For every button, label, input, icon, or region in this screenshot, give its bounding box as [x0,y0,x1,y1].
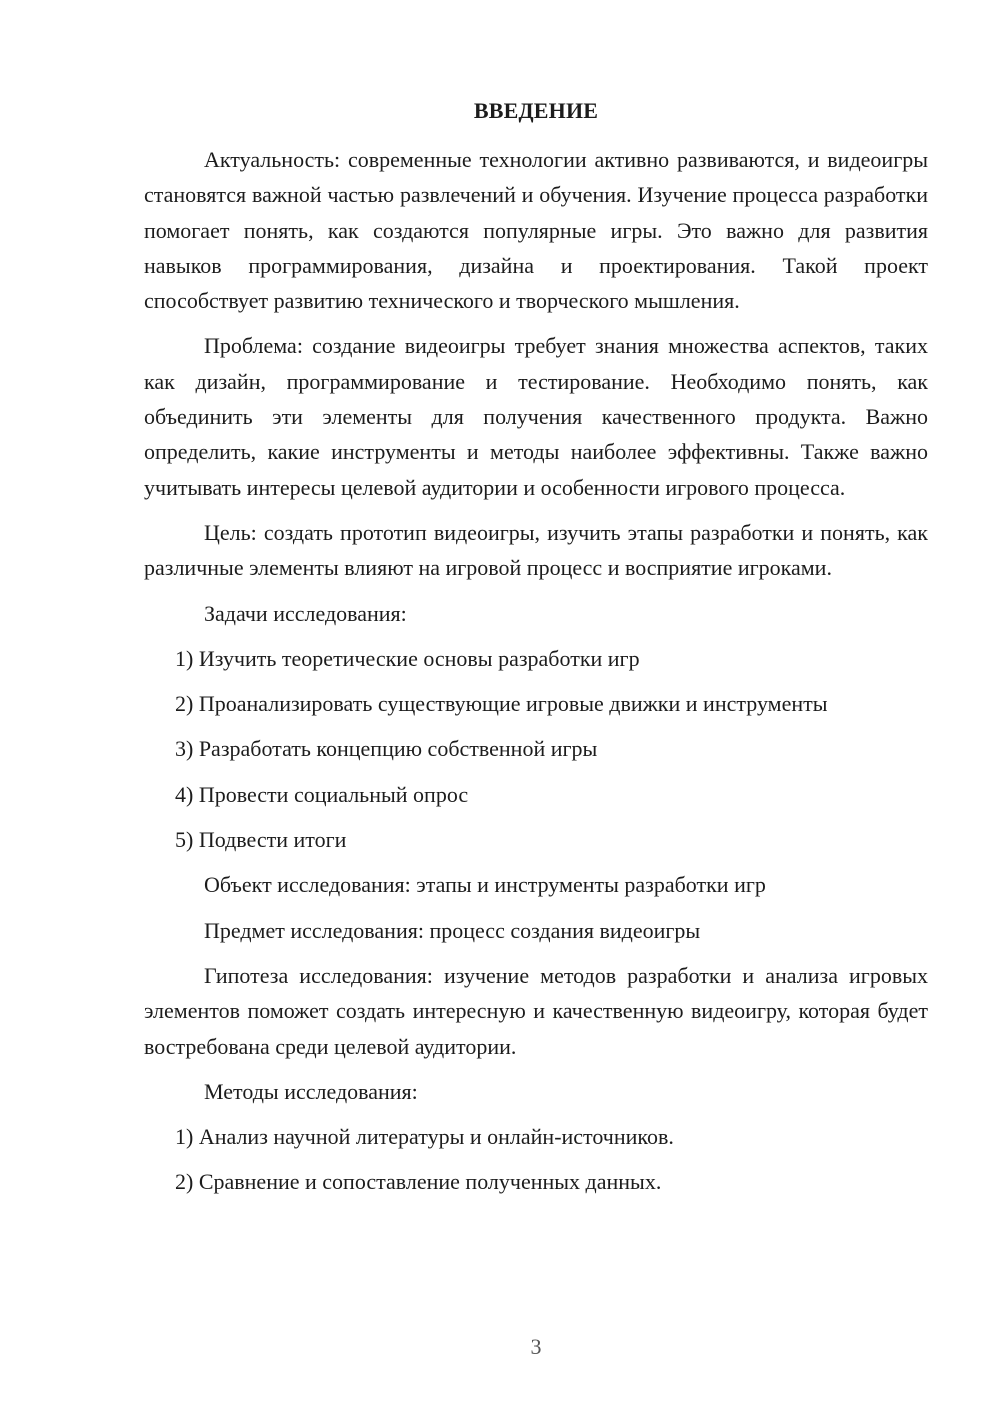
research-subject: Предмет исследования: процесс создания видеоигры [204,917,701,943]
methods-heading: Методы исследования: [204,1078,418,1104]
tasks-heading: Задачи исследования: [204,600,407,626]
section-heading: ВВЕДЕНИЕ [473,98,599,123]
document-body [144,142,928,1210]
method-item: 2) Сравнение и сопоставление полученных данных. [175,1169,662,1195]
task-item: 5) Подвести итоги [175,827,347,853]
research-object: Объект исследования: этапы и инструменты разработки игр [204,872,766,898]
task-item: 3) Разработать концепцию собственной игры [175,736,598,762]
task-item: 1) Изучить теоретические основы разработки игр [175,645,640,671]
page-number: 3 [530,1334,542,1359]
problem-paragraph: Проблема: создание видеоигры требует знания множества аспектов, таких как дизайн, программирование и тестирование. Необходимо понять, как объединить эти элементы для получения качественного продукта. Важно определить, какие инструменты и методы наиболее эффективны. Также важно учитывать интересы целевой аудитории и особенности игрового процесса. [144,333,928,500]
task-item: 4) Провести социальный опрос [175,781,469,807]
relevance-paragraph: Актуальность: современные технологии активно развиваются, и видеоигры становятся важной частью развлечений и обучения. Изучение процесса разработки помогает понять, как создаются популярные игры. Это важно для развития навыков программирования, дизайна и проектирования. Такой проект способствует развитию технического и творческого мышления. [144,147,928,314]
hypothesis-paragraph: Гипотеза исследования: изучение методов разработки и анализа игровых элементов поможет создать интересную и качественную видеоигру, которая будет востребована среди целевой аудитории. [144,962,928,1059]
method-item: 1) Анализ научной литературы и онлайн-источников. [175,1124,674,1150]
task-item: 2) Проанализировать существующие игровые движки и инструменты [175,691,828,717]
goal-paragraph: Цель: создать прототип видеоигры, изучить этапы разработки и понять, как различные элементы влияют на игровой процесс и восприятие игроками. [144,519,928,581]
